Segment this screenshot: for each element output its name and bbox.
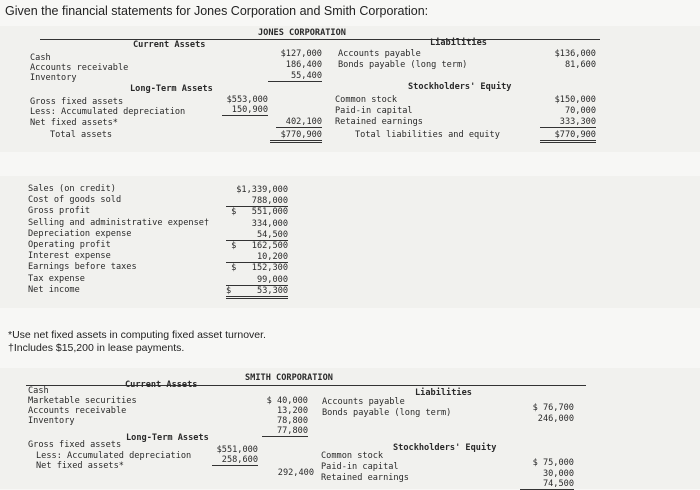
jones-bonds-label: Bonds payable (long term)	[338, 60, 468, 70]
jones-ar-value: 186,400	[285, 60, 322, 70]
jones-title-rule	[40, 39, 600, 40]
jones-bonds-value: 81,600	[564, 60, 596, 70]
income-row-value: $ 152,300	[231, 263, 288, 274]
smith-long-term-heading: Long-Term Assets	[126, 433, 209, 443]
smith-gross-label: Gross fixed assets	[28, 440, 122, 450]
jones-total-assets-value: $770,900	[270, 130, 322, 143]
smith-inventory-label: Inventory	[28, 416, 75, 426]
jones-cs-value: $150,000	[554, 95, 596, 105]
question-prompt: Given the financial statements for Jones Corporation and Smith Corporation:	[5, 4, 429, 18]
jones-tle-value: $770,900	[540, 130, 596, 143]
smith-bonds-value: 246,000	[537, 414, 574, 424]
smith-equity-heading: Stockholders' Equity	[393, 443, 497, 453]
smith-re-value: 74,500	[520, 479, 574, 490]
income-row-value: 788,000	[226, 196, 288, 207]
jones-gross-value: $553,000	[226, 95, 268, 105]
income-row-value: 334,000	[251, 218, 288, 229]
jones-long-term-heading: Long-Term Assets	[130, 84, 213, 94]
jones-total-assets-label: Total assets	[50, 130, 113, 140]
jones-ap-value: $136,000	[554, 49, 596, 59]
footnote-net-fixed-assets: *Use net fixed assets in computing fixed asset turnover.	[8, 329, 266, 341]
smith-title-rule	[26, 385, 586, 386]
smith-liabilities-heading: Liabilities	[415, 388, 472, 398]
income-row-value: 10,200	[226, 252, 288, 263]
smith-ap-label: Accounts payable	[322, 397, 405, 407]
jones-equity-heading: Stockholders' Equity	[408, 82, 512, 92]
jones-re-value: 333,300	[540, 117, 596, 128]
jones-re-label: Retained earnings	[335, 117, 423, 127]
smith-pic-label: Paid-in capital	[321, 462, 399, 472]
jones-net-label: Net fixed assets*	[30, 118, 118, 128]
income-row-label: Tax expense	[28, 273, 85, 284]
income-row-label: Selling and administrative expense†	[28, 217, 210, 228]
jones-accum-value: 150,900	[222, 105, 268, 116]
smith-gross-value: $551,000	[216, 445, 258, 455]
smith-inventory-value: 77,800	[262, 426, 308, 437]
jones-cash-value: $127,000	[280, 49, 322, 59]
jones-ar-label: Accounts receivable	[30, 63, 129, 73]
income-row-label: Operating profit	[28, 240, 111, 250]
smith-cs-label: Common stock	[321, 451, 384, 461]
jones-tle-label: Total liabilities and equity	[355, 130, 500, 140]
smith-bonds-label: Bonds payable (long term)	[322, 408, 452, 418]
smith-cash-label: Cash	[28, 386, 49, 396]
income-row-label: Gross profit	[28, 206, 91, 217]
income-row-label: Net income	[28, 284, 80, 295]
jones-pic-label: Paid-in capital	[335, 106, 413, 116]
jones-title: JONES CORPORATION	[258, 28, 346, 38]
income-row-value: $ 53,300	[226, 286, 288, 299]
smith-current-assets-heading: Current Assets	[125, 380, 198, 390]
smith-re-label: Retained earnings	[321, 473, 409, 483]
jones-cs-label: Common stock	[335, 95, 398, 105]
income-row-label: Depreciation expense	[28, 228, 132, 239]
income-row-label: Earnings before taxes	[28, 262, 137, 273]
smith-pic-value: 30,000	[542, 469, 574, 479]
income-row-value: $1,339,000	[236, 185, 288, 195]
jones-accum-label: Less: Accumulated depreciation	[30, 107, 186, 117]
jones-net-value: 402,100	[276, 117, 322, 128]
jones-inventory-label: Inventory	[30, 73, 77, 83]
jones-liabilities-heading: Liabilities	[430, 38, 487, 48]
smith-cs-value: $ 75,000	[532, 458, 574, 468]
jones-cash-label: Cash	[30, 53, 51, 63]
jones-current-assets-heading: Current Assets	[133, 40, 206, 50]
footnote-lease-payments: †Includes $15,200 in lease payments.	[8, 342, 185, 354]
smith-net-value: 292,400	[277, 468, 314, 478]
smith-ms-value: 13,200	[276, 406, 308, 416]
income-row-label: Interest expense	[28, 251, 111, 262]
smith-cash-value: $ 40,000	[266, 396, 308, 406]
smith-title: SMITH CORPORATION	[245, 373, 333, 383]
smith-ar-value: 78,800	[276, 416, 308, 426]
income-row-value: $ 162,500	[231, 241, 288, 251]
smith-ar-label: Accounts receivable	[28, 406, 127, 416]
income-row-value: 99,000	[226, 275, 288, 286]
income-row-label: Sales (on credit)	[28, 184, 116, 194]
smith-accum-label: Less: Accumulated depreciation	[36, 451, 192, 461]
smith-accum-value: 258,600	[212, 455, 258, 466]
smith-net-label: Net fixed assets*	[36, 461, 124, 471]
smith-ms-label: Marketable securities	[28, 396, 137, 406]
jones-gross-label: Gross fixed assets	[30, 97, 124, 107]
income-row-value: 54,500	[226, 230, 288, 241]
income-row-value: $ 551,000	[231, 207, 288, 218]
smith-ap-value: $ 76,700	[532, 403, 574, 413]
jones-pic-value: 70,000	[564, 106, 596, 116]
income-row-label: Cost of goods sold	[28, 195, 122, 206]
jones-inventory-value: 55,400	[268, 71, 322, 82]
jones-ap-label: Accounts payable	[338, 49, 421, 59]
